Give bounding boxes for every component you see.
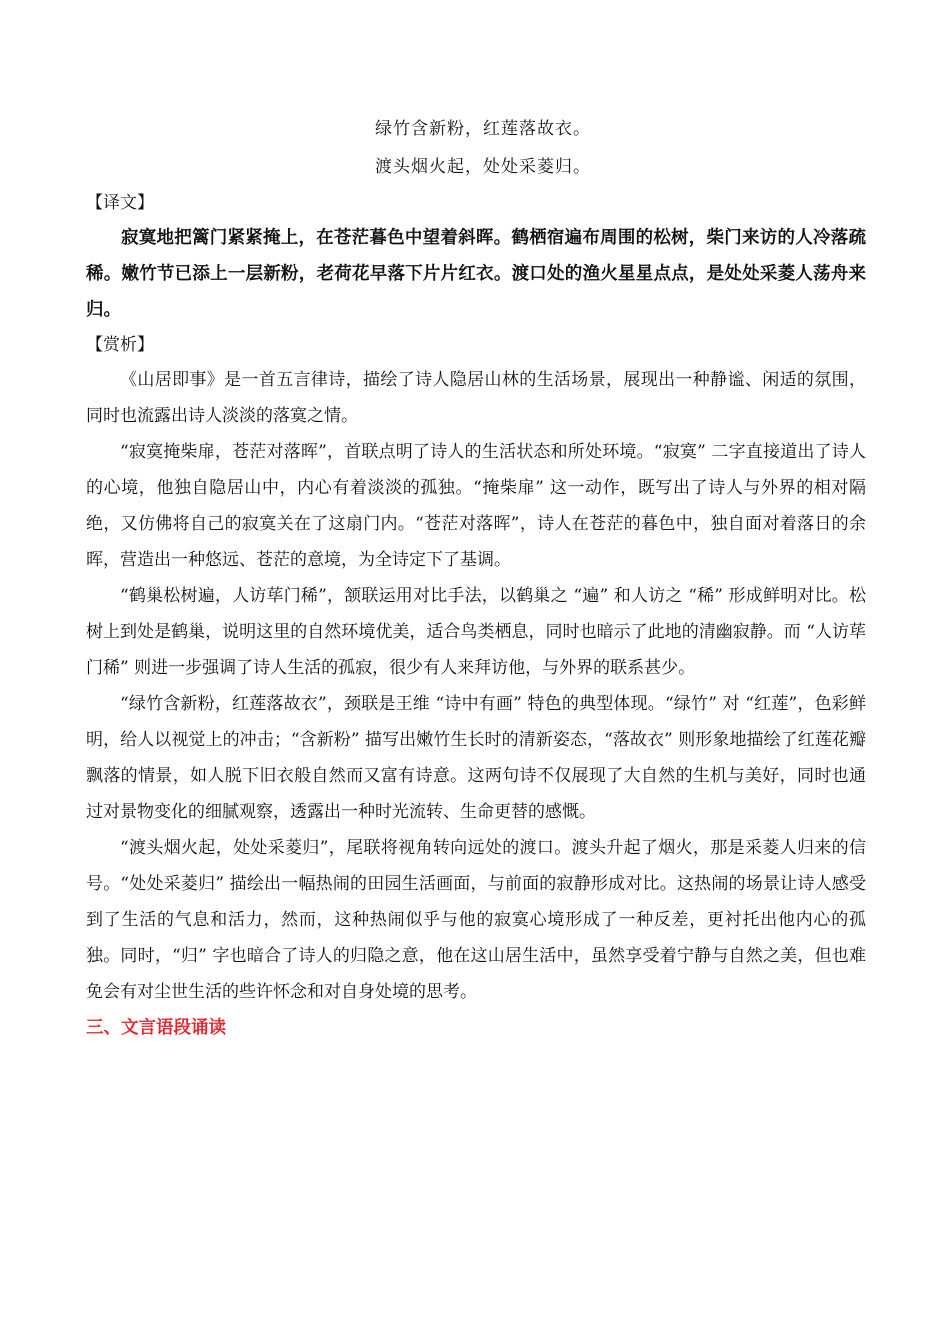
poem-block: [86, 110, 866, 186]
translation-label: 【译文】: [86, 193, 154, 213]
appreciation-label: 【赏析】: [86, 335, 154, 355]
appreciation-paragraph: “绿竹含新粉，红莲落故衣”，颈联是王维 “诗中有画” 特色的典型体现。“绿竹” 对 “红莲”，色彩鲜明，给人以视觉上的冲击；“含新粉” 描写出嫩竹生长时的清新姿态，“落故衣” 则形象地描绘了红莲花瓣飘落的情景，如人脱下旧衣般自然而又富有诗意。这两句诗不仅展现了大自然的生机与美好，同时也通过对景物变化的细腻观察，透露出一种时光流转、生命更替的感慨。: [86, 694, 866, 822]
section-heading: 三、文言语段诵读: [86, 1018, 226, 1038]
document-page: [86, 110, 866, 1046]
poem-line: 绿竹含新粉，红莲落故衣。: [375, 119, 591, 139]
poem-line: 渡头烟火起，处处采菱归。: [375, 157, 591, 177]
appreciation-paragraph: “渡头烟火起，处处采菱归”，尾联将视角转向远处的渡口。渡头升起了烟火，那是采菱人归来的信号。“处处采菱归” 描绘出一幅热闹的田园生活画面，与前面的寂静形成对比。这热闹的场景让诗人感受到了生活的气息和活力，然而，这种热闹似乎与他的寂寞心境形成了一种反差，更衬托出他内心的孤独。同时，“归” 字也暗合了诗人的归隐之意，他在这山居生活中，虽然享受着宁静与自然之美，但也难免会有对尘世生活的些许怀念和对自身处境的思考。: [86, 838, 866, 1002]
translation-text: 寂寞地把篱门紧紧掩上，在苍茫暮色中望着斜晖。鹤栖宿遍布周围的松树，柴门来访的人冷落疏稀。嫩竹节已添上一层新粉，老荷花早落下片片红衣。渡口处的渔火星星点点，是处处采菱人荡舟来归。: [86, 228, 866, 320]
appreciation-paragraph: “鹤巢松树遍，人访荜门稀”，颔联运用对比手法，以鹤巢之 “遍” 和人访之 “稀” 形成鲜明对比。松树上到处是鹤巢，说明这里的自然环境优美，适合鸟类栖息，同时也暗示了此地的清幽寂静。而 “人访荜门稀” 则进一步强调了诗人生活的孤寂，很少有人来拜访他，与外界的联系甚少。: [86, 586, 866, 678]
appreciation-paragraph: 《山居即事》是一首五言律诗，描绘了诗人隐居山林的生活场景，展现出一种静谧、闲适的氛围，同时也流露出诗人淡淡的落寞之情。: [86, 370, 866, 426]
appreciation-paragraph: “寂寞掩柴扉，苍茫对落晖”，首联点明了诗人的生活状态和所处环境。“寂寞” 二字直接道出了诗人的心境，他独自隐居山中，内心有着淡淡的孤独。“掩柴扉” 这一动作，既写出了诗人与外界的相对隔绝，又仿佛将自己的寂寞关在了这扇门内。“苍茫对落晖”，诗人在苍茫的暮色中，独自面对着落日的余晖，营造出一种悠远、苍茫的意境，为全诗定下了基调。: [86, 442, 866, 570]
appreciation-body: [86, 362, 866, 1010]
